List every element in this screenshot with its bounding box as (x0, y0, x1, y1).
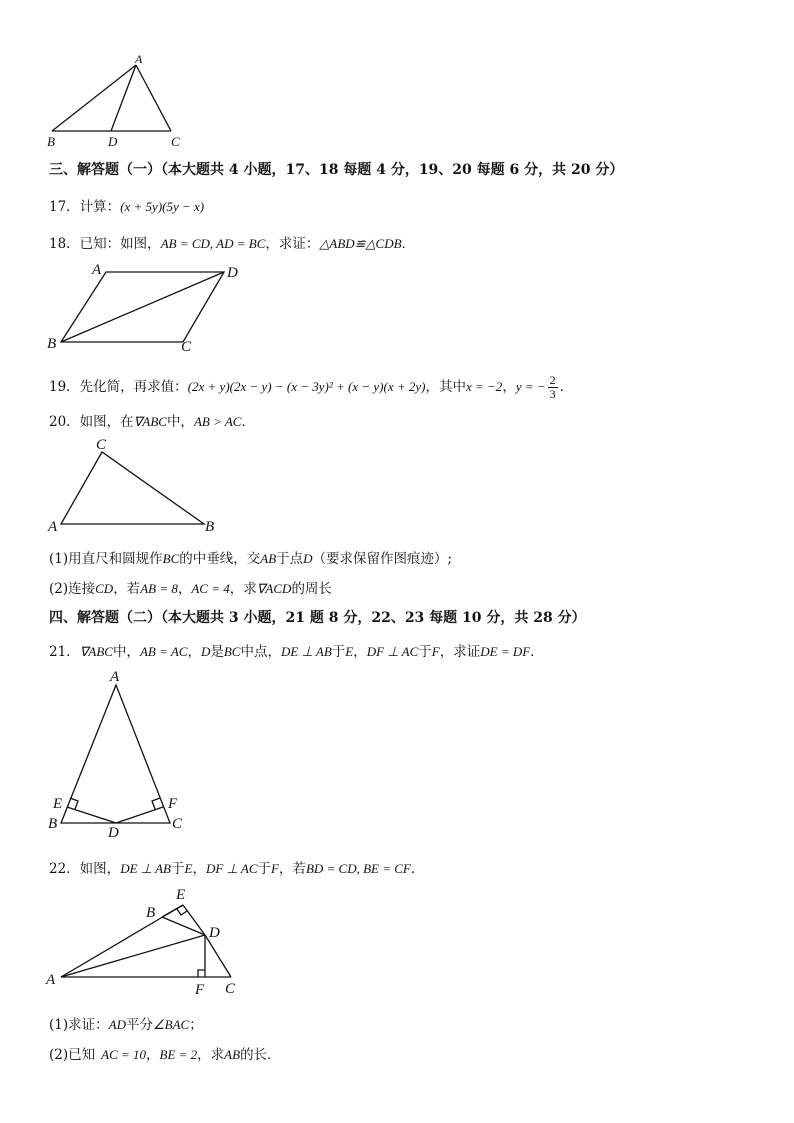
q19-number: 19．先化简，再求值： (49, 379, 188, 395)
q20-1-text-e: 于点 (276, 551, 304, 567)
q21-t-a: 中， (112, 644, 140, 660)
q18-end: ． (401, 236, 416, 252)
label-A: A (48, 519, 58, 535)
q21-d: D (200, 644, 211, 659)
q21-ab-ac: AB = AC (139, 644, 188, 659)
figure-triangle-abd (40, 50, 200, 150)
q19-expression: (2x + y)(2x − y) − (x − 3y)² + (x − y)(x + 2y) (187, 379, 426, 394)
q22-2-be: BE = 2 (159, 1047, 198, 1062)
label-E: E (176, 887, 186, 903)
label-C: C (181, 339, 192, 355)
label-D: D (108, 825, 119, 840)
q20-2-cd: CD (95, 581, 114, 596)
q22-condition: BD = CD, BE = CF (305, 861, 411, 876)
q22-f: F (270, 861, 279, 876)
section-4-heading: 四、解答题（二）（本大题共 3 小题，21 题 8 分，22、23 每题 10 分，共 28 分） (49, 610, 586, 626)
label-B: B (205, 519, 215, 535)
q19-frac-num: 2 (549, 373, 556, 387)
q18-number: 18．已知：如图， (49, 236, 161, 252)
q21-df-perp: DF ⊥ AC (366, 644, 419, 659)
q20-1-text-c: 的中垂线，交 (179, 551, 261, 567)
q22-2-t-e: ，求 (197, 1047, 225, 1063)
label-A: A (110, 669, 120, 685)
q20-2-text-c: ，若 (113, 581, 141, 597)
label-C: C (171, 134, 180, 149)
question-20 (49, 410, 255, 430)
label-D: D (227, 265, 238, 281)
q21-t-q: ． (530, 644, 544, 660)
q20-2-text-e: ， (177, 581, 192, 597)
q17-number: 17．计算： (49, 199, 121, 215)
q21-t-g: 中点， (240, 644, 281, 660)
q19-sep: ， (502, 379, 516, 395)
label-D: D (108, 134, 118, 149)
q19-y-value: y = − (515, 379, 546, 394)
q22-1-t-a: (1)求证： (49, 1017, 109, 1033)
q21-number: 21． (49, 644, 80, 660)
q20-2-text-g: ，求 (229, 581, 257, 597)
figure-triangle-abc (40, 432, 230, 537)
q20-2-text-i: 的周长 (291, 581, 332, 597)
q22-de-perp: DE ⊥ AB (120, 861, 171, 876)
q20-2-ac: AC = 4 (191, 581, 230, 596)
q22-t-b: 于 (171, 861, 185, 877)
q18-mid: ，求证： (265, 236, 320, 252)
q21-t-o: ，求证 (439, 644, 481, 660)
q20-1-bc: BC (162, 551, 180, 566)
label-A: A (92, 262, 102, 278)
q22-t-j: ． (410, 861, 425, 877)
q21-bc: BC (223, 644, 241, 659)
q20-2-ab: AB = 8 (140, 581, 178, 596)
q21-e: E (345, 644, 354, 659)
q20-number: 20．如图，在 (49, 414, 134, 430)
q20-end: ． (241, 414, 255, 430)
question-18 (49, 232, 415, 252)
q22-t-d: ， (192, 861, 206, 877)
q17-expression: (x + 5y)(5y − x) (120, 199, 205, 214)
question-22-part-1 (49, 1013, 203, 1033)
label-A: A (46, 972, 56, 988)
q20-1-ab: AB (260, 551, 277, 566)
q21-t-e: 是 (210, 644, 224, 660)
q21-triangle: ∇ABC (79, 644, 113, 659)
q22-2-ac: AC = 10 (101, 1047, 147, 1062)
q20-2-text-a: (2)连接 (49, 581, 96, 597)
section-3-heading: 三、解答题（一）（本大题共 4 小题，17、18 每题 4 分，19、20 每题 6 分，共 20 分） (49, 162, 624, 178)
q20-2-triangle: ∇ACD (256, 581, 292, 596)
q22-1-t-c: 平分 (125, 1017, 153, 1033)
q18-condition: AB = CD, AD = BC (160, 236, 266, 251)
question-19 (49, 374, 573, 401)
label-C: C (225, 981, 236, 997)
figure-isosceles-triangle (40, 665, 210, 840)
q22-number: 22．如图， (49, 861, 121, 877)
q20-condition: AB > AC (193, 414, 242, 429)
q20-1-text-a: (1)用直尺和圆规作 (49, 551, 163, 567)
q22-1-t-e: ； (189, 1017, 203, 1033)
label-E: E (53, 796, 63, 812)
q21-t-m: 于 (418, 644, 432, 660)
label-B: B (47, 336, 57, 352)
question-20-part-1 (49, 547, 452, 567)
label-C: C (172, 816, 183, 832)
label-B: B (48, 816, 58, 832)
q22-2-ab: AB (224, 1047, 241, 1062)
q20-1-d: D (303, 551, 313, 566)
question-21 (49, 640, 544, 660)
question-20-part-2 (49, 577, 332, 597)
q19-x-value: x = −2 (465, 379, 503, 394)
q22-e: E (184, 861, 193, 876)
label-A: A (135, 52, 143, 66)
question-17 (49, 195, 204, 215)
q19-fraction (548, 374, 558, 401)
q21-t-c: ， (187, 644, 201, 660)
label-F: F (195, 982, 205, 998)
q22-2-t-a: (2)已知 (49, 1047, 96, 1063)
q22-1-ad: AD (108, 1017, 126, 1032)
q22-df-perp: DF ⊥ AC (205, 861, 258, 876)
q21-t-i: 于 (331, 644, 346, 660)
question-22 (49, 857, 424, 877)
q22-2-t-g: 的长． (240, 1047, 281, 1063)
q19-mid: ，其中 (425, 379, 466, 395)
label-C: C (96, 437, 107, 453)
q22-2-t-c: ， (146, 1047, 160, 1063)
q21-de-perp: DE ⊥ AB (280, 644, 332, 659)
label-D: D (209, 925, 220, 941)
q20-1-text-g: （要求保留作图痕迹）; (312, 551, 453, 567)
label-B: B (47, 134, 55, 149)
q18-goal: △ABD≌△CDB (319, 236, 402, 251)
q19-end: ． (559, 379, 574, 395)
q21-f: F (431, 644, 440, 659)
label-B: B (146, 905, 156, 921)
figure-parallelogram (40, 258, 260, 358)
q20-mid: 中， (166, 414, 194, 430)
q22-1-angle: ∠BAC (152, 1017, 190, 1032)
q21-de-df: DE = DF (480, 644, 531, 659)
question-22-part-2 (49, 1043, 281, 1063)
figure-angle-bisector (40, 880, 260, 1000)
q20-triangle: ∇ABC (133, 414, 167, 429)
label-F: F (168, 796, 178, 812)
q22-t-f: 于 (257, 861, 271, 877)
q19-frac-den: 3 (549, 387, 556, 401)
q22-t-h: ，若 (278, 861, 306, 877)
q21-t-k: ， (353, 644, 367, 660)
